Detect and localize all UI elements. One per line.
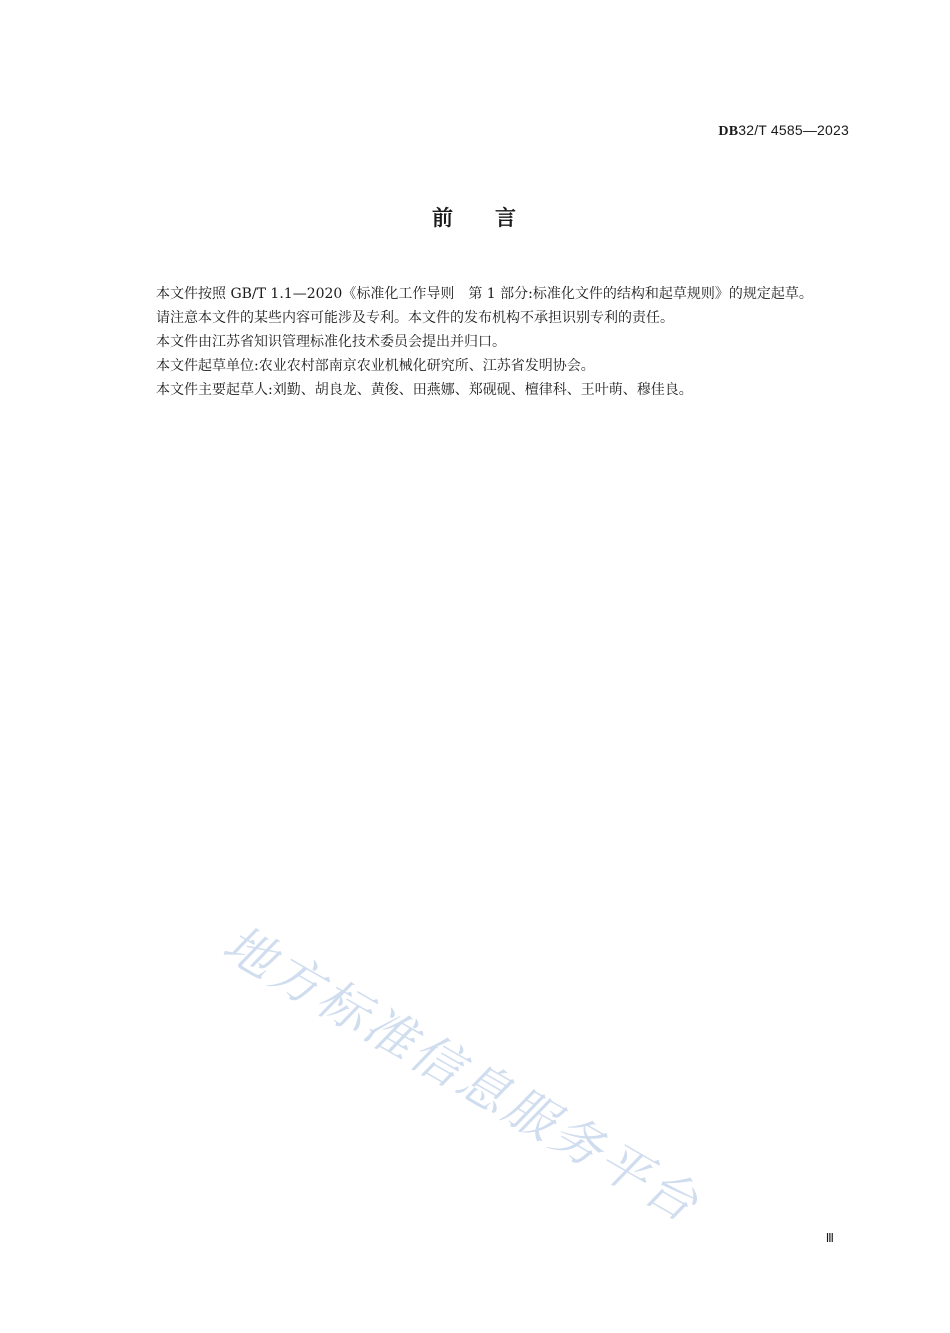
document-code-prefix: DB — [718, 124, 739, 139]
page-title-char-1: 前 — [432, 206, 455, 230]
paragraph-proposer: 本文件由江苏省知识管理标准化技术委员会提出并归口。 — [156, 334, 506, 350]
paragraph-standard-basis: 本文件按照 GB/T 1.1—2020《标准化工作导则 第 1 部分:标准化文件的结构和起草规则》的规定起草。 — [156, 286, 813, 302]
document-code-number: 32/T 4585—2023 — [738, 122, 849, 138]
paragraph-drafters: 本文件主要起草人:刘勤、胡良龙、黄俊、田燕娜、郑砚砚、檀律科、王叶萌、穆佳良。 — [156, 382, 693, 398]
watermark: 地方标准信息服务平台 — [213, 914, 711, 1235]
document-code — [718, 122, 849, 140]
page-title-char-2: 言 — [495, 206, 518, 230]
page-number: Ⅲ — [825, 1231, 834, 1245]
page-title — [0, 202, 950, 232]
paragraph-drafting-units: 本文件起草单位:农业农村部南京农业机械化研究所、江苏省发明协会。 — [156, 358, 595, 374]
paragraph-patent-notice: 请注意本文件的某些内容可能涉及专利。本文件的发布机构不承担识别专利的责任。 — [156, 310, 674, 326]
foreword-body — [110, 282, 850, 402]
